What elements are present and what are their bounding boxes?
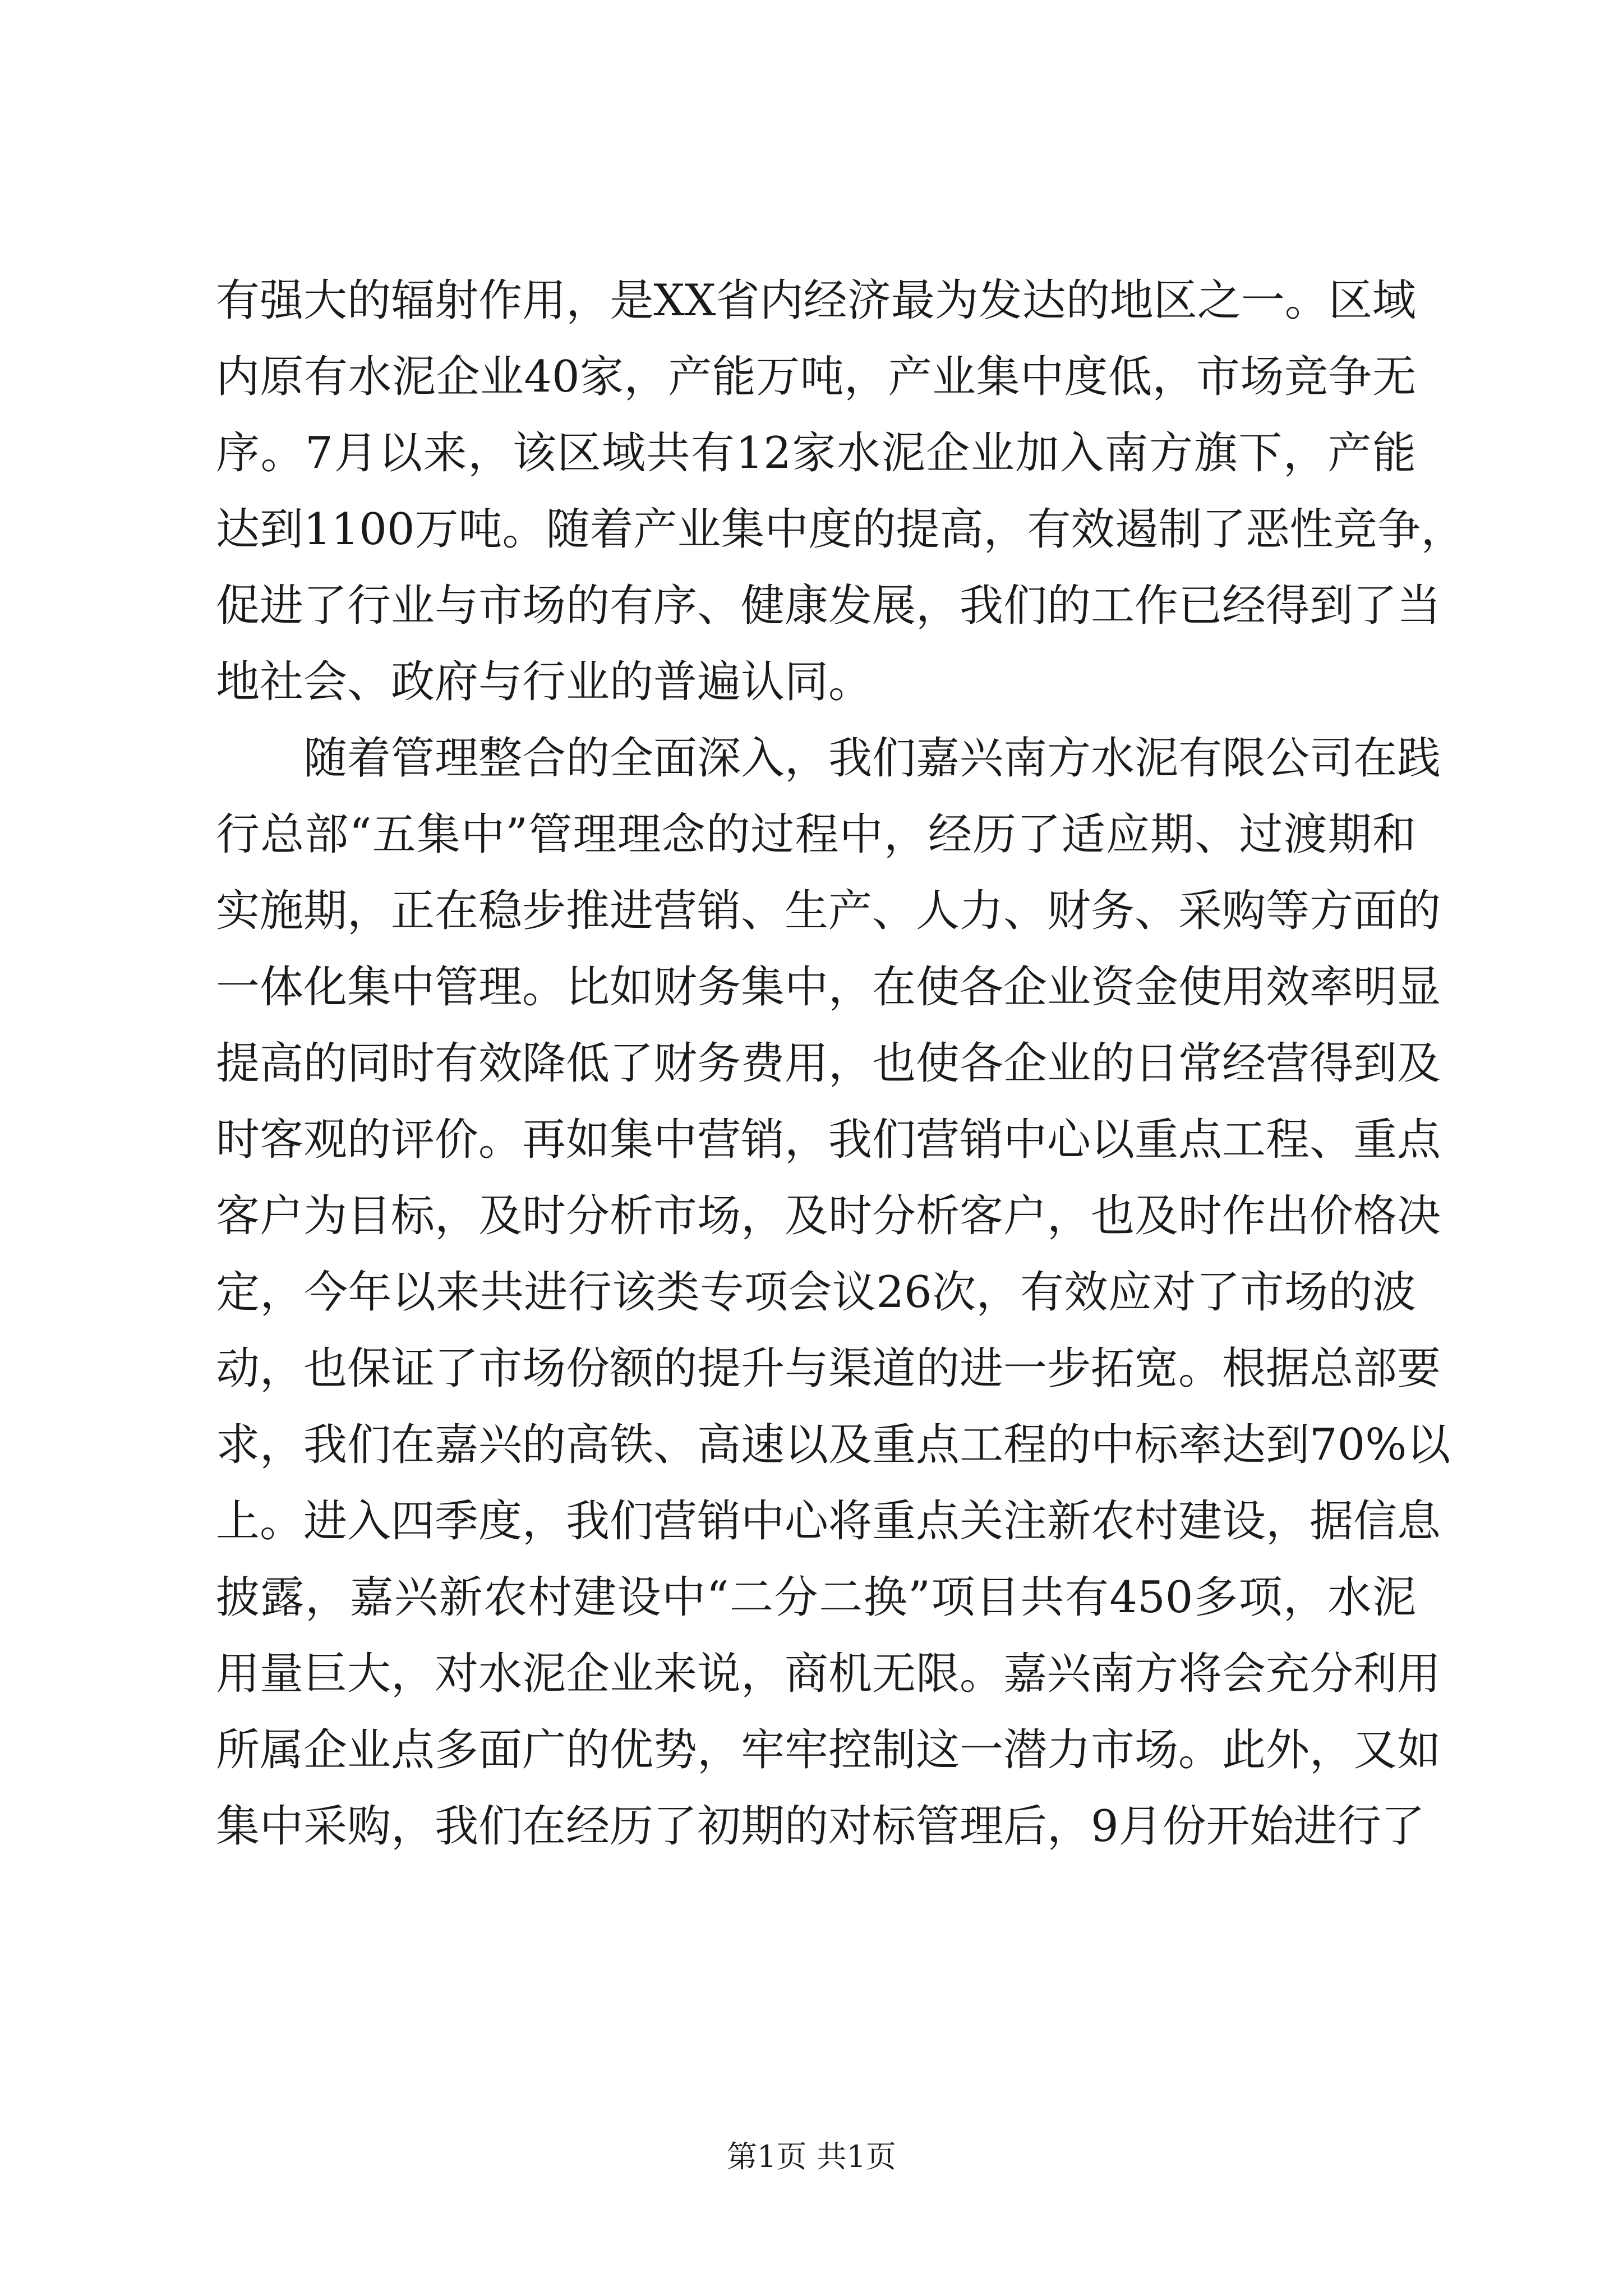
text-line: 定，今年以来共进行该类专项会议26次，有效应对了市场的波: [216, 1267, 1416, 1318]
text-line: 一体化集中管理。比如财务集中，在使各企业资金使用效率明显: [216, 962, 1441, 1013]
text-line: 达到1100万吨。随着产业集中度的提高，有效遏制了恶性竞争，: [216, 504, 1465, 555]
paragraph-1: [216, 263, 1465, 720]
text-line: 动，也保证了市场份额的提升与渠道的进一步拓宽。根据总部要: [216, 1343, 1441, 1394]
page-footer: [0, 2137, 1623, 2177]
text-line: 地社会、政府与行业的普遍认同。: [216, 657, 873, 707]
document-body: [216, 263, 1465, 1865]
text-line: 促进了行业与市场的有序、健康发展，我们的工作已经得到了当: [216, 581, 1441, 631]
text-line: 内原有水泥企业40家，产能万吨，产业集中度低，市场竞争无: [216, 352, 1416, 402]
text-line: 序。7月以来，该区域共有12家水泥企业加入南方旗下，产能: [216, 428, 1416, 478]
text-line: 上。进入四季度，我们营销中心将重点关注新农村建设，据信息: [216, 1496, 1441, 1547]
text-line: 客户为目标，及时分析市场，及时分析客户，也及时作出价格决: [216, 1191, 1441, 1241]
text-line: 求，我们在嘉兴的高铁、高速以及重点工程的中标率达到70%以: [216, 1420, 1451, 1470]
text-line: 行总部“五集中”管理理念的过程中，经历了适应期、过渡期和: [216, 809, 1416, 860]
text-line: 所属企业点多面广的优势，牢牢控制这一潜力市场。此外，又如: [216, 1725, 1441, 1775]
text-line: 随着管理整合的全面深入，我们嘉兴南方水泥有限公司在践: [303, 733, 1441, 784]
page-number-label: 第1页 共1页: [727, 2139, 896, 2174]
text-line: 集中采购，我们在经历了初期的对标管理后，9月份开始进行了: [216, 1801, 1425, 1852]
text-line: 实施期，正在稳步推进营销、生产、人力、财务、采购等方面的: [216, 886, 1441, 936]
text-line: 时客观的评价。再如集中营销，我们营销中心以重点工程、重点: [216, 1115, 1441, 1165]
text-line: 用量巨大，对水泥企业来说，商机无限。嘉兴南方将会充分利用: [216, 1649, 1441, 1699]
text-line: 提高的同时有效降低了财务费用，也使各企业的日常经营得到及: [216, 1038, 1441, 1089]
text-line: 披露，嘉兴新农村建设中“二分二换”项目共有450多项，水泥: [216, 1572, 1416, 1623]
paragraph-2: [216, 720, 1451, 1865]
text-line: 有强大的辐射作用，是XX省内经济最为发达的地区之一。区域: [216, 275, 1416, 326]
